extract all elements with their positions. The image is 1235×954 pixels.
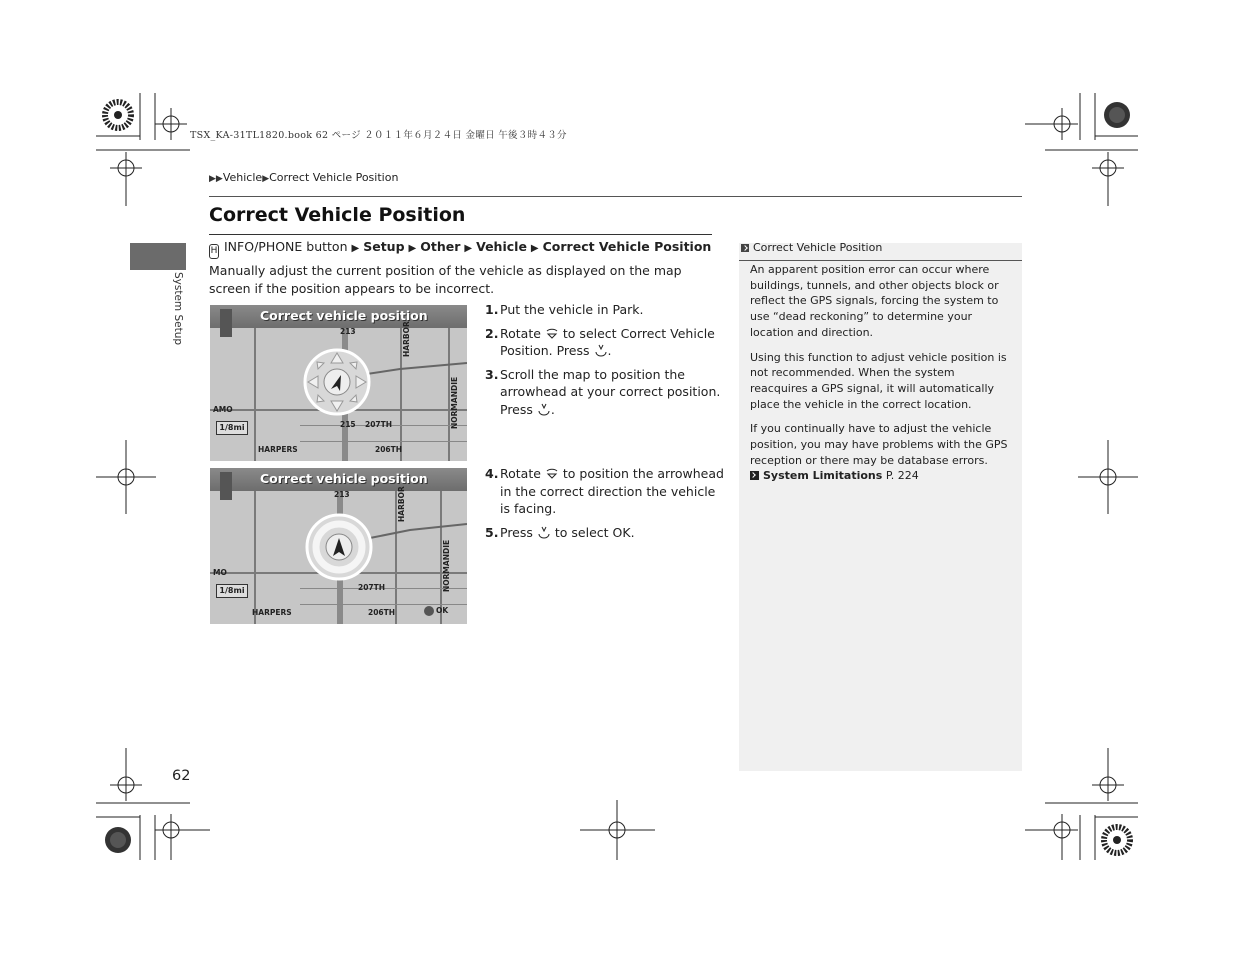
steps-group-1: [485, 301, 728, 424]
interface-dial-rotate-icon: [545, 466, 559, 480]
intro-text: Manually adjust the current position of the vehicle as displayed on the map screen if the position appears to be incorrect.: [209, 263, 682, 296]
map-scale: 1/8mi: [216, 421, 248, 435]
map-label-harpers: HARPERS: [252, 608, 292, 617]
breadcrumb-arrow-icon: ▶▶: [209, 174, 223, 184]
interface-dial-press-icon: [537, 525, 551, 539]
page-number: 62: [172, 768, 191, 784]
map-label-amo: AMO: [213, 405, 233, 414]
path-step-setup: Setup: [363, 239, 405, 254]
map-label-normandie: NORMANDIE: [442, 539, 451, 592]
map-label-213: 213: [340, 327, 356, 336]
section-tab-label: System Setup: [172, 272, 184, 346]
map-screen-rotate: [210, 468, 467, 624]
map-label-207th: 207TH: [365, 420, 393, 429]
interface-dial-rotate-icon: [545, 326, 559, 340]
map-label-harbor: HARBOR: [397, 486, 406, 522]
interface-dial-press-icon: [594, 343, 608, 357]
path-step-other: Other: [420, 239, 461, 254]
map-ok-label: OK: [436, 606, 449, 615]
interface-dial-press-icon: [537, 402, 551, 416]
map-scale: 1/8mi: [216, 584, 248, 598]
note-body: [750, 262, 1012, 484]
map-label-215: 215: [340, 420, 356, 429]
note-paragraph: If you continually have to adjust the vehicle position, you may have problems with the GPS reception or there may be database errors.: [750, 422, 1008, 467]
step-5: 5. Press to select OK.: [485, 524, 635, 540]
menu-path: [209, 239, 711, 259]
compass-icon: [220, 472, 232, 500]
note-arrow-icon: [741, 244, 749, 252]
print-header: TSX_KA-31TL1820.book 62 ページ ２０１１年６月２４日 金曜日 午後３時４３分: [190, 130, 567, 141]
map-screen-scroll: [210, 305, 467, 461]
path-arrow-icon: ▶: [351, 243, 360, 254]
path-step-correct: Correct Vehicle Position: [542, 239, 712, 254]
breadcrumb-item-current: Correct Vehicle Position: [269, 171, 399, 184]
section-tab: [130, 243, 186, 270]
page-title: Correct Vehicle Position: [209, 204, 466, 226]
screen-title: Correct vehicle position: [260, 308, 428, 323]
path-arrow-icon: ▶: [408, 243, 417, 254]
step-2: 2. Rotate to select Correct Vehicle Position. Press .: [485, 325, 715, 358]
step-1: 1. Put the vehicle in Park.: [485, 302, 644, 317]
note-paragraph: An apparent position error can occur where buildings, tunnels, and other objects block or reflect the GPS signals, forcing the system to use “dead reckoning” to determine your location and direction.: [750, 263, 999, 339]
map-label-213: 213: [334, 490, 350, 499]
steps-group-2: [485, 465, 728, 547]
step-3: 3. Scroll the map to position the arrowhead at your correct position. Press .: [485, 366, 721, 417]
breadcrumb-arrow-icon: ▶: [262, 174, 270, 184]
screen-title: Correct vehicle position: [260, 471, 428, 486]
map-label-207th: 207TH: [358, 583, 386, 592]
header-rule: [209, 196, 1022, 197]
cross-reference-icon: [750, 471, 759, 480]
map-label-harpers: HARPERS: [258, 445, 298, 454]
step-4: 4. Rotate to position the arrowhead in the correct direction the vehicle is facing.: [485, 466, 724, 516]
path-arrow-icon: ▶: [530, 243, 539, 254]
path-step-vehicle: Vehicle: [476, 239, 527, 254]
note-panel-header: [739, 241, 1022, 261]
breadcrumb: [209, 171, 398, 184]
cross-reference-link[interactable]: System Limitations P. 224: [750, 468, 1012, 484]
map-label-206th: 206TH: [368, 608, 396, 617]
home-button-icon: H: [209, 244, 219, 259]
map-roads: [210, 305, 467, 461]
breadcrumb-item-vehicle[interactable]: Vehicle: [222, 171, 263, 184]
map-label-mo: MO: [213, 568, 227, 577]
map-label-normandie: NORMANDIE: [450, 376, 459, 429]
path-arrow-icon: ▶: [464, 243, 473, 254]
compass-icon: [220, 309, 232, 337]
title-rule: [209, 234, 712, 235]
path-button: INFO/PHONE button: [224, 239, 348, 254]
map-label-harbor: HARBOR: [402, 321, 411, 357]
note-paragraph: Using this function to adjust vehicle position is not recommended. When the system reacquires a GPS signal, it will automatically place the vehicle in the correct location.: [750, 350, 1007, 411]
note-title: Correct Vehicle Position: [753, 241, 883, 254]
map-label-206th: 206TH: [375, 445, 403, 454]
